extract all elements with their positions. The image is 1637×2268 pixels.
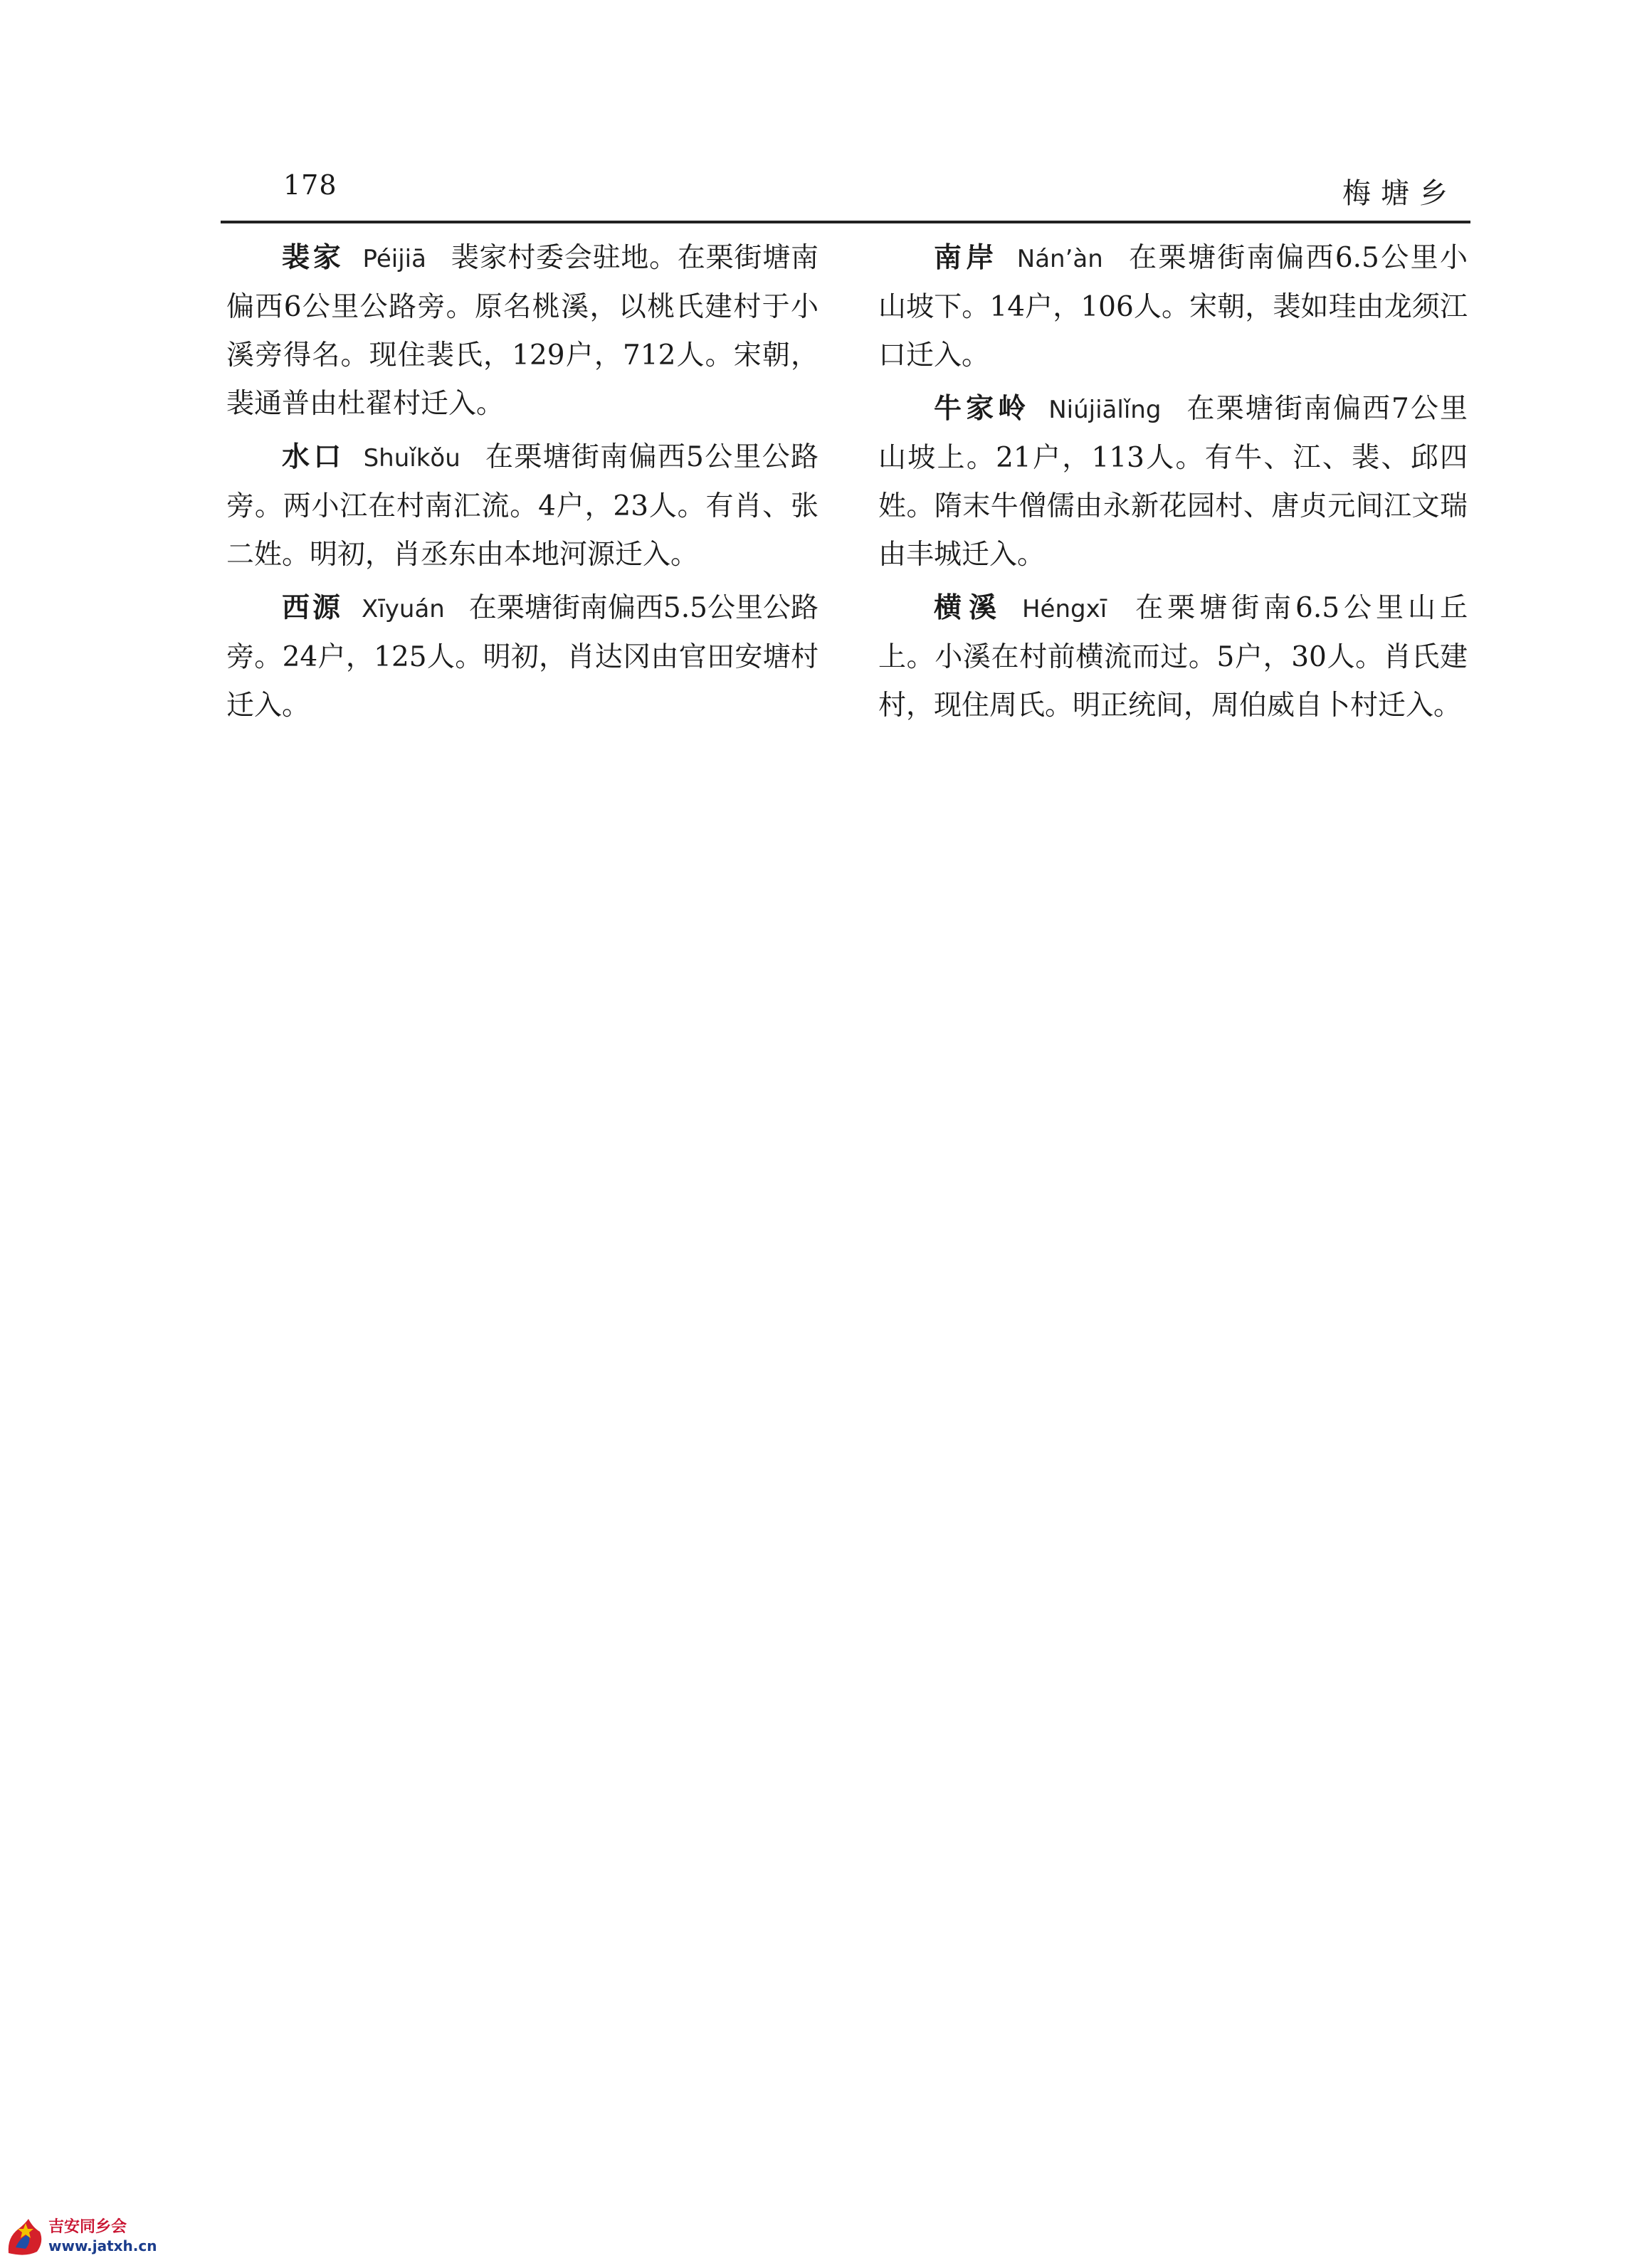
headword: 西源	[282, 591, 344, 624]
running-head: 梅塘乡	[1342, 177, 1458, 210]
left-column	[226, 233, 818, 734]
watermark	[4, 2215, 168, 2266]
entry-text: 在栗塘街南6.5公里山丘上。小溪在村前横流而过。5户，30人。肖氏建村，现住周氏。明正统间，周伯威自卜村迁入。	[878, 592, 1468, 722]
pinyin: Shuǐkǒu	[363, 444, 460, 473]
watermark-url: www.jatxh.cn	[48, 2237, 157, 2254]
headword: 裴家	[282, 241, 344, 274]
entry-text: 在栗塘街南偏西5.5公里公路旁。24户，125人。明初，肖达冈由官田安塘村迁入。	[226, 592, 818, 722]
right-column	[878, 233, 1468, 734]
headword: 牛家岭	[934, 392, 1031, 425]
entry-hengxi	[878, 584, 1468, 730]
headword: 南岸	[934, 241, 999, 274]
page-number: 178	[283, 169, 337, 201]
entry-text: 在栗塘街南偏西6.5公里小山坡下。14户，106人。宋朝，裴如珪由龙须江口迁入。	[878, 242, 1468, 371]
entry-xiyuan	[226, 584, 818, 730]
headword: 水口	[282, 441, 345, 473]
watermark-logo-icon	[4, 2216, 44, 2259]
entry-text: 裴家村委会驻地。在栗街塘南偏西6公里公路旁。原名桃溪，以桃氏建村于小溪旁得名。现住裴氏，129户，712人。宋朝，裴通普由杜翟村迁入。	[226, 242, 818, 420]
pinyin: Niújiālǐng	[1048, 396, 1162, 424]
pinyin: Péijiā	[362, 245, 426, 273]
entry-peijia	[226, 233, 818, 428]
entry-nanan	[878, 233, 1468, 380]
entry-shuikou	[226, 433, 818, 579]
entry-text: 在栗塘街南偏西7公里山坡上。21户，113人。有牛、江、裴、邱四姓。隋末牛僧儒由永新花园村、唐贞元间江文瑞由丰城迁入。	[878, 393, 1468, 571]
entry-text: 在栗塘街南偏西5公里公路旁。两小江在村南汇流。4户，23人。有肖、张二姓。明初，肖丞东由本地河源迁入。	[226, 441, 818, 571]
pinyin: Nán’àn	[1016, 245, 1103, 273]
watermark-name: 吉安同乡会	[48, 2218, 127, 2236]
header-rule	[221, 221, 1470, 223]
headword: 横溪	[934, 591, 1004, 624]
entry-niujialing	[878, 384, 1468, 579]
pinyin: Héngxī	[1021, 595, 1107, 623]
pinyin: Xīyuán	[362, 595, 445, 623]
